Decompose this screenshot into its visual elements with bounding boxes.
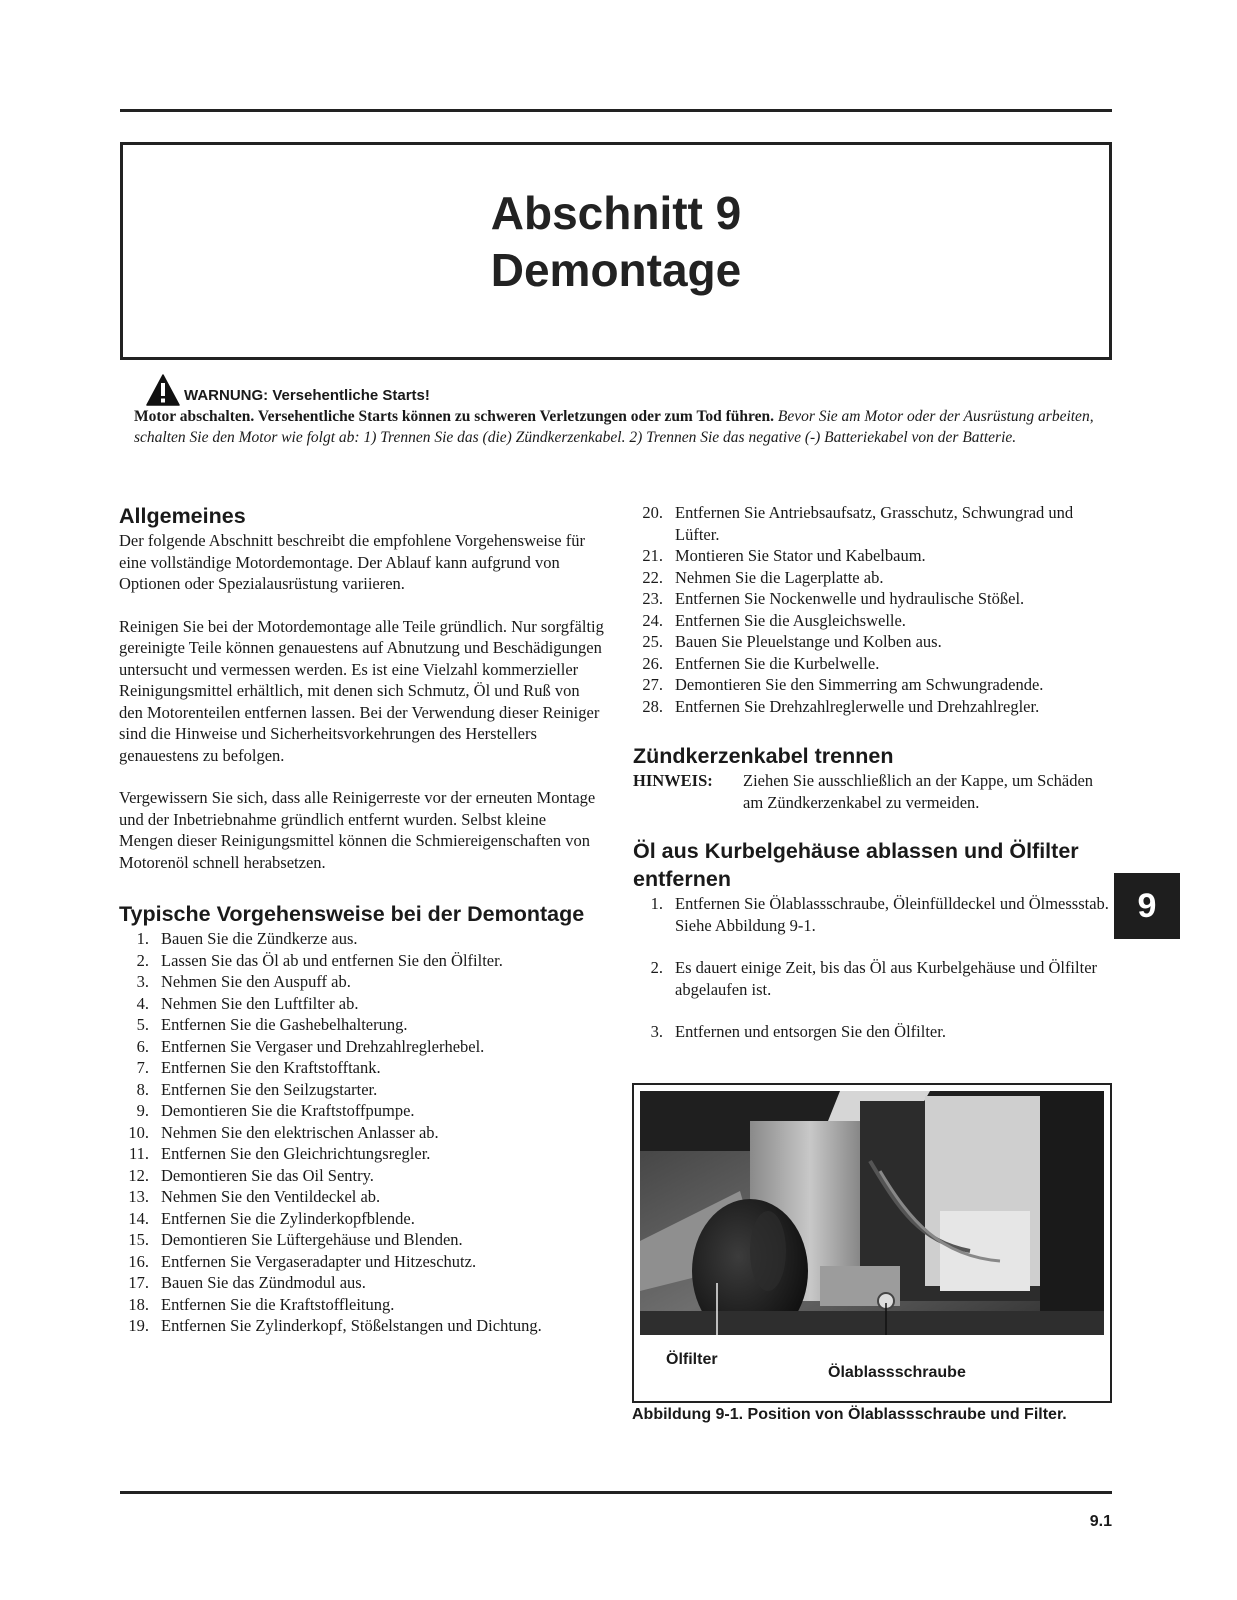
step-text: Nehmen Sie den Ventildeckel ab. (161, 1187, 381, 1206)
step-number: 25. (642, 632, 663, 651)
top-rule (120, 109, 1112, 112)
list-item (633, 1021, 1113, 1043)
step-text: Entfernen Sie Antriebsaufsatz, Grasschutz, Schwungrad und Lüfter. (675, 503, 1074, 544)
step-number: 10. (128, 1122, 149, 1142)
list-item (119, 928, 604, 950)
paragraph-1: Der folgende Abschnitt beschreibt die empfohlene Vorgehensweise für eine vollständige Motordemontage. Der Ablauf kann aufgrund von Optionen oder Spezialausrüstung variieren. (119, 531, 585, 593)
step-text: Entfernen Sie Ölablassschraube, Öleinfülldeckel und Ölmessstab. Siehe Abbildung 9-1. (675, 894, 1109, 935)
engine-photo (640, 1091, 1104, 1335)
step-number: 15. (128, 1230, 149, 1249)
step-number: 7. (136, 1058, 149, 1077)
step-text: Entfernen Sie Vergaseradapter und Hitzeschutz. (161, 1251, 477, 1271)
list-item (633, 567, 1113, 589)
list-item (119, 1251, 604, 1273)
list-item (119, 1057, 604, 1079)
list-item (119, 1229, 604, 1251)
list-item (119, 1036, 604, 1058)
section-title: Abschnitt 9 (490, 187, 742, 239)
page-number: 9.1 (1089, 1513, 1112, 1530)
step-text: Bauen Sie das Zündmodul aus. (161, 1273, 366, 1292)
step-number: 4. (136, 993, 149, 1013)
list-item (119, 1165, 604, 1187)
section-tab: 9 (1114, 873, 1180, 939)
step-number: 8. (136, 1079, 149, 1099)
left-column (119, 502, 604, 1337)
step-text: Entfernen Sie die Ausgleichswelle. (675, 610, 906, 630)
list-item (119, 1014, 604, 1036)
heading-oel-ablassen: Öl aus Kurbelgehäuse ablassen und Ölfilter entfernen (633, 839, 1079, 891)
figure-9-1 (632, 1083, 1112, 1403)
step-text: Entfernen Sie den Seilzugstarter. (161, 1079, 378, 1099)
step-number: 27. (642, 675, 663, 694)
step-text: Entfernen Sie die Zylinderkopfblende. (161, 1208, 415, 1228)
step-number: 28. (642, 696, 663, 716)
warning-heading-text: WARNUNG: Versehentliche Starts! (184, 387, 430, 404)
step-number: 16. (128, 1251, 149, 1271)
step-text: Entfernen und entsorgen Sie den Ölfilter. (675, 1022, 946, 1041)
step-text: Entfernen Sie den Kraftstofftank. (161, 1058, 381, 1077)
warning-bold-text: Motor abschalten. Versehentliche Starts können zu schweren Verletzungen oder zum Tod führen. (134, 408, 774, 425)
step-text: Entfernen Sie die Kurbelwelle. (675, 653, 880, 673)
step-text: Lassen Sie das Öl ab und entfernen Sie den Ölfilter. (161, 950, 503, 970)
step-number: 21. (642, 546, 663, 565)
list-item (633, 674, 1113, 696)
step-number: 2. (136, 950, 149, 970)
step-number: 24. (642, 610, 663, 630)
list-item (119, 950, 604, 972)
step-number: 3. (136, 972, 149, 991)
step-number: 23. (642, 589, 663, 608)
step-text: Nehmen Sie die Lagerplatte ab. (675, 567, 884, 587)
paragraph-3: Vergewissern Sie sich, dass alle Reinigerreste vor der erneuten Montage und der Inbetriebnahme gründlich entfernt wurden. Selbst kleine Mengen dieser Reinigungsmittel können die Schmiereigenschaften von Motorenöl schnell herabsetzen. (119, 788, 596, 872)
list-item (119, 1079, 604, 1101)
list-item (119, 1186, 604, 1208)
label-oelfilter: Ölfilter (666, 1351, 718, 1368)
step-number: 19. (128, 1316, 149, 1335)
step-text: Bauen Sie Pleuelstange und Kolben aus. (675, 632, 942, 651)
heading-zuendkerzenkabel: Zündkerzenkabel trennen (633, 744, 894, 768)
list-item (119, 1272, 604, 1294)
step-number: 11. (128, 1144, 149, 1163)
figure-caption: Abbildung 9-1. Position von Ölablassschraube und Filter. (632, 1406, 1067, 1423)
warning-heading (146, 374, 1114, 406)
step-text: Nehmen Sie den Luftfilter ab. (161, 993, 359, 1013)
note-hinweis (633, 770, 1113, 813)
step-number: 17. (128, 1273, 149, 1292)
step-number: 22. (642, 567, 663, 587)
list-item (633, 893, 1113, 936)
list-item (633, 502, 1113, 545)
list-item (633, 610, 1113, 632)
list-item (119, 971, 604, 993)
step-number: 18. (128, 1294, 149, 1314)
warning-block (134, 374, 1114, 448)
list-item (633, 653, 1113, 675)
list-item (119, 1315, 604, 1337)
warning-triangle-icon (146, 374, 180, 406)
step-text: Demontieren Sie das Oil Sentry. (161, 1165, 374, 1185)
step-number: 3. (650, 1022, 663, 1041)
step-number: 5. (136, 1015, 149, 1034)
list-item (633, 696, 1113, 718)
note-text: Ziehen Sie ausschließlich an der Kappe, um Schäden am Zündkerzenkabel zu vermeiden. (743, 771, 1094, 812)
step-text: Demontieren Sie die Kraftstoffpumpe. (161, 1101, 415, 1120)
oil-steps-list (633, 893, 1113, 1043)
bottom-rule (120, 1491, 1112, 1494)
step-text: Nehmen Sie den elektrischen Anlasser ab. (161, 1122, 439, 1142)
section-title-box (120, 142, 1112, 360)
step-number: 1. (650, 894, 663, 913)
step-text: Demontieren Sie Lüftergehäuse und Blenden. (161, 1230, 463, 1249)
heading-typische-vorgehensweise: Typische Vorgehensweise bei der Demontage (119, 902, 585, 926)
step-text: Entfernen Sie Zylinderkopf, Stößelstangen und Dichtung. (161, 1316, 542, 1335)
label-oelablassschraube: Ölablassschraube (828, 1364, 966, 1381)
step-number: 26. (642, 653, 663, 673)
step-text: Montieren Sie Stator und Kabelbaum. (675, 546, 926, 565)
step-number: 1. (136, 929, 149, 948)
step-number: 12. (128, 1165, 149, 1185)
list-item (119, 1143, 604, 1165)
step-number: 14. (128, 1208, 149, 1228)
warning-body (134, 406, 1114, 448)
step-text: Es dauert einige Zeit, bis das Öl aus Kurbelgehäuse und Ölfilter abgelaufen ist. (675, 958, 1098, 999)
step-text: Entfernen Sie die Gashebelhalterung. (161, 1015, 408, 1034)
step-text: Entfernen Sie Drehzahlreglerwelle und Drehzahlregler. (675, 696, 1040, 716)
step-number: 13. (128, 1187, 149, 1206)
step-text: Entfernen Sie Vergaser und Drehzahlreglerhebel. (161, 1036, 485, 1056)
list-item (119, 993, 604, 1015)
step-text: Entfernen Sie Nockenwelle und hydraulische Stößel. (675, 589, 1025, 608)
step-number: 2. (650, 958, 663, 977)
warning-italic-text: Bevor Sie am Motor oder der Ausrüstung arbeiten, schalten Sie den Motor wie folgt ab: 1) Trennen Sie das (die) Zündkerzenkabel. 2) Trennen Sie das negative (-) Batteriekabel von der Batterie. (134, 408, 1094, 446)
disassembly-steps-list-continued (633, 502, 1113, 717)
list-item (633, 545, 1113, 567)
list-item (119, 1208, 604, 1230)
step-number: 20. (642, 503, 663, 522)
right-column (633, 502, 1113, 1043)
step-text: Entfernen Sie die Kraftstoffleitung. (161, 1294, 395, 1314)
list-item (633, 957, 1113, 1000)
list-item (633, 588, 1113, 610)
list-item (633, 631, 1113, 653)
heading-allgemeines: Allgemeines (119, 504, 246, 528)
list-item (119, 1294, 604, 1316)
list-item (119, 1122, 604, 1144)
note-label: HINWEIS: (633, 771, 713, 790)
step-text: Entfernen Sie den Gleichrichtungsregler. (161, 1144, 431, 1163)
paragraph-2: Reinigen Sie bei der Motordemontage alle Teile gründlich. Nur sorgfältig gereinigte Teile können genauestens auf Abnutzung und Beschädigungen untersucht und vermessen werden. Es ist eine Vielzahl kommerzieller Reinigungsmittel erhältlich, mit denen sich Schmutz, Öl und Ruß von den Motorenteilen entfernen lassen. Bei der Verwendung dieser Reiniger sind die Hinweise und Sicherheitsvorkehrungen des Herstellers genauestens zu befolgen. (119, 616, 604, 765)
step-text: Bauen Sie die Zündkerze aus. (161, 929, 358, 948)
disassembly-steps-list (119, 928, 604, 1337)
step-number: 6. (136, 1036, 149, 1056)
step-number: 9. (136, 1101, 149, 1120)
section-subtitle: Demontage (490, 244, 742, 296)
list-item (119, 1100, 604, 1122)
step-text: Demontieren Sie den Simmerring am Schwungradende. (675, 675, 1044, 694)
step-text: Nehmen Sie den Auspuff ab. (161, 972, 351, 991)
